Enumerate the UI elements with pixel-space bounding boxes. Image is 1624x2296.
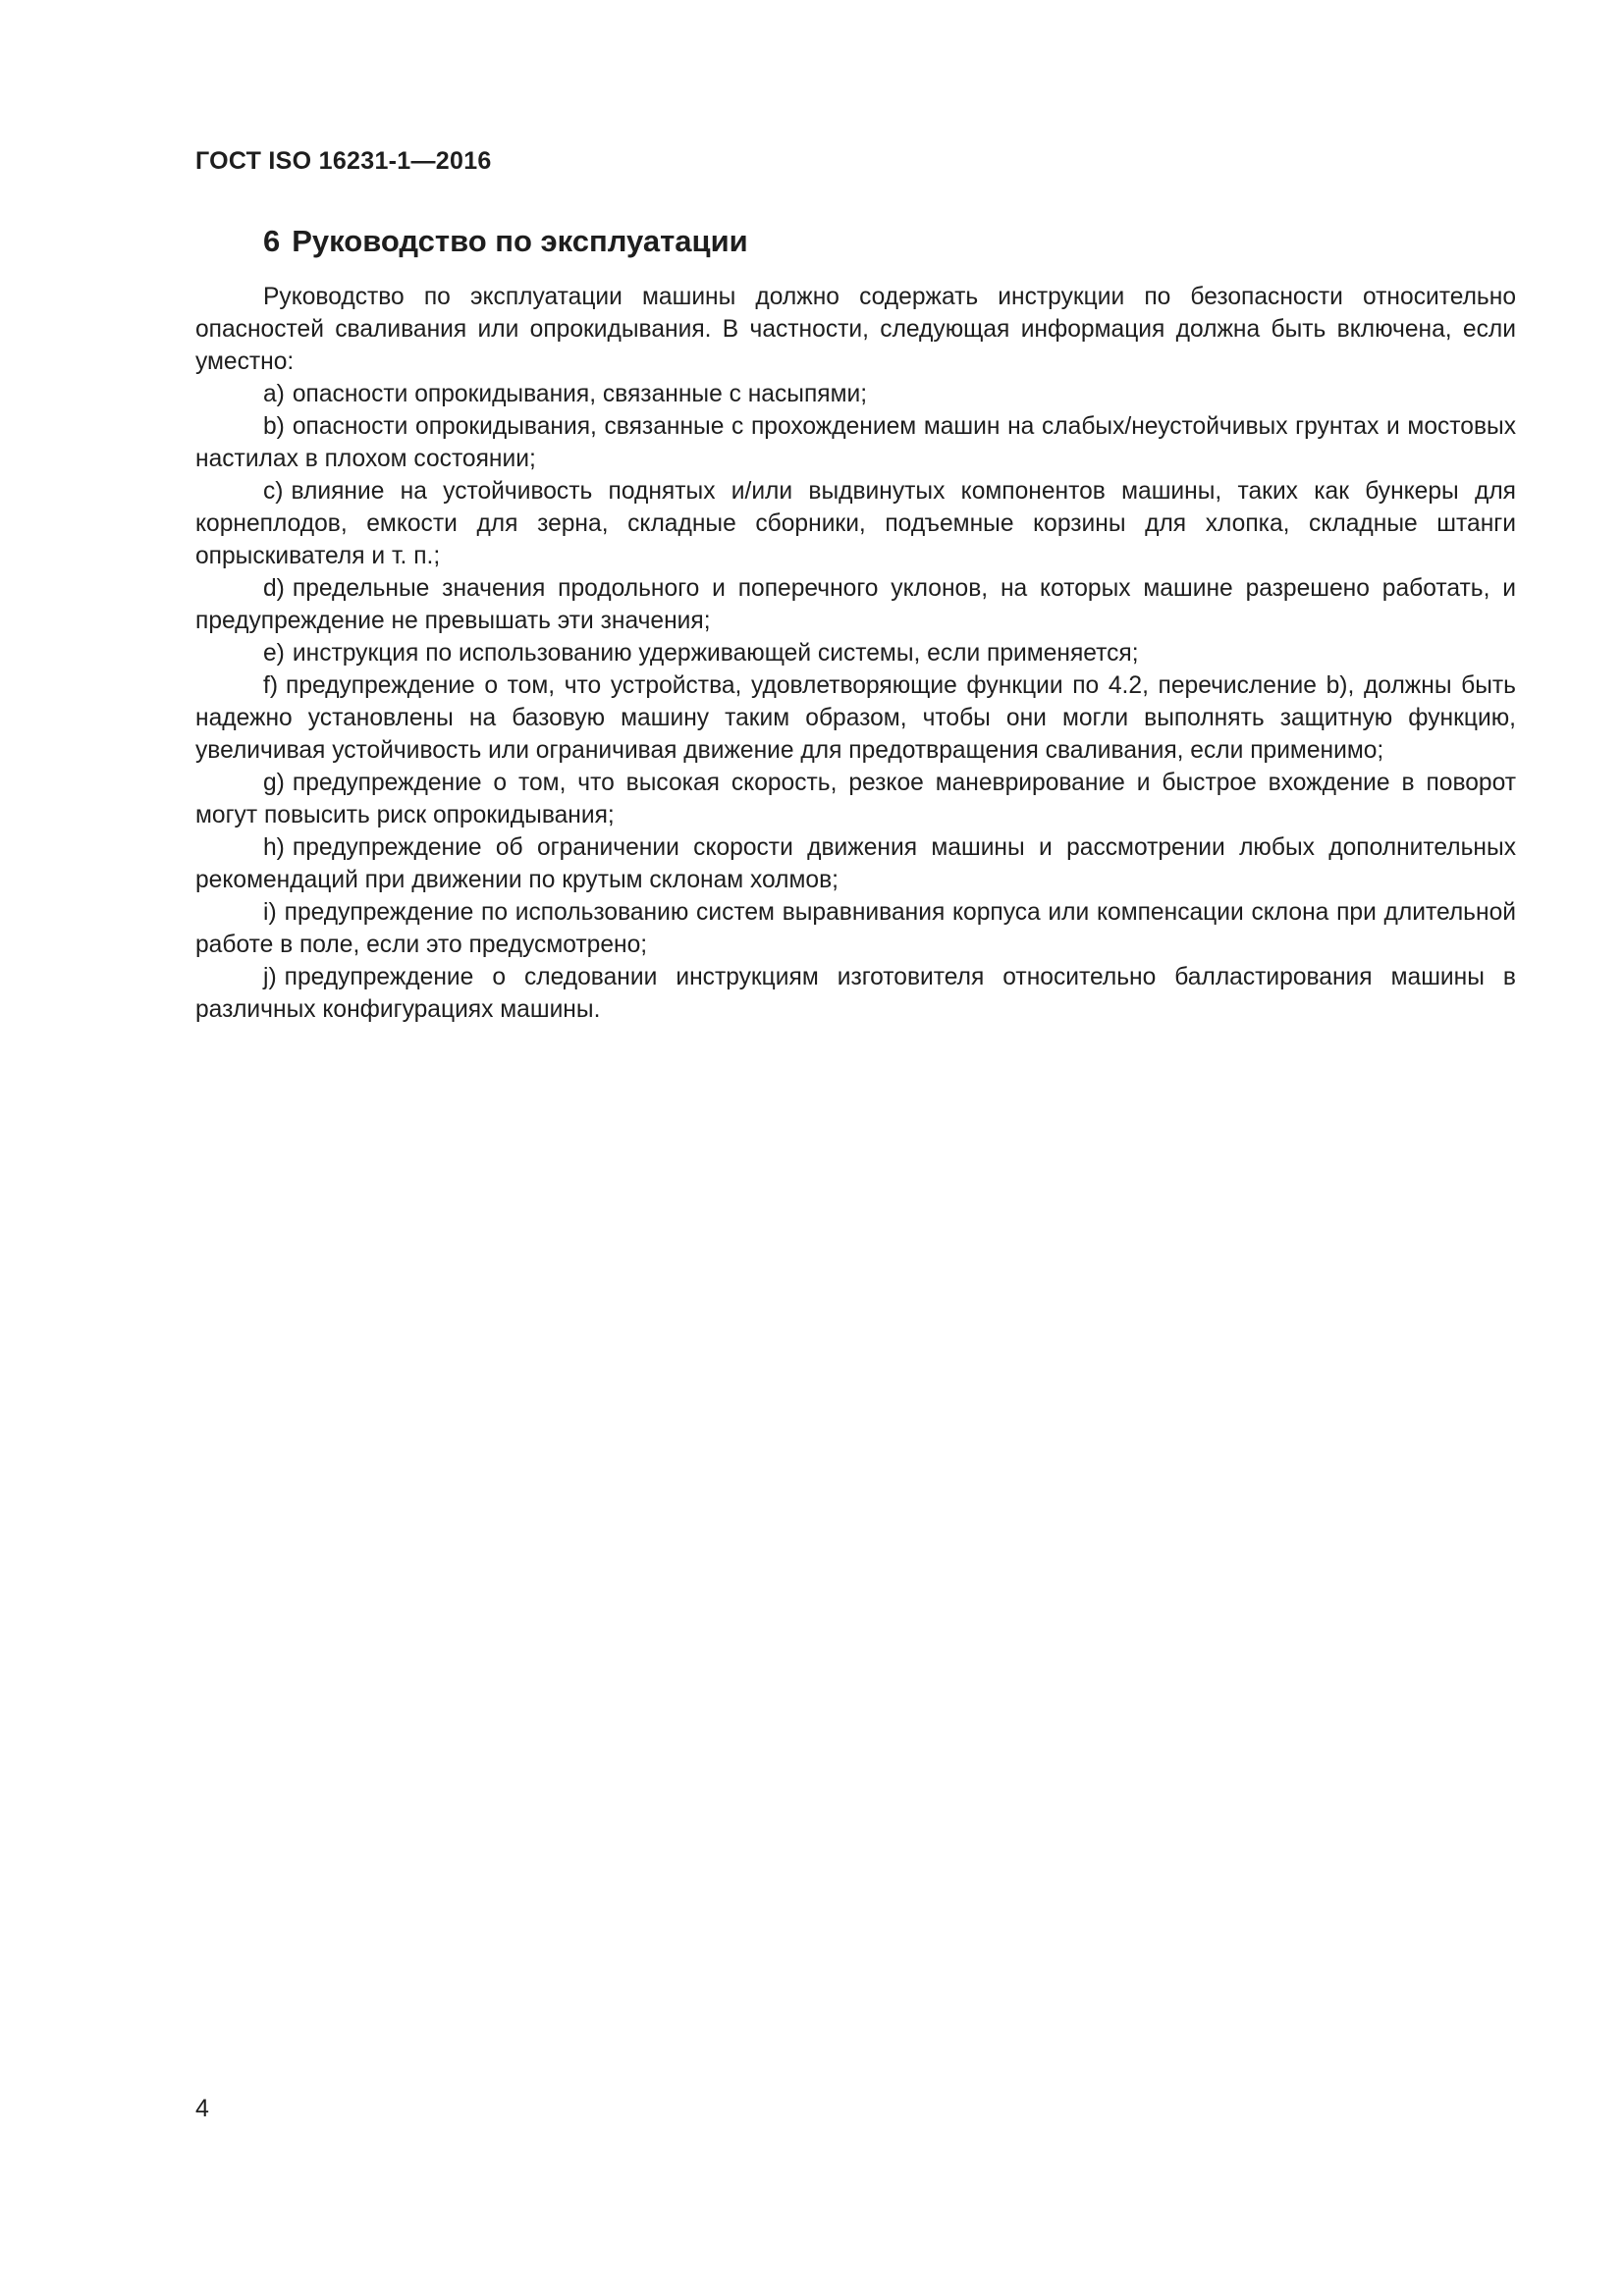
list-item-marker: c) <box>263 478 284 505</box>
list-item-marker: g) <box>263 770 285 796</box>
section-intro-paragraph: Руководство по эксплуатации машины должно содержать инструкции по безопасности относительно опасностей сваливания или опрокидывания. В частности, следующая информация должна быть включена, если уместно: <box>195 284 1516 375</box>
list-item <box>195 669 1516 767</box>
list-item-text: предупреждение о следовании инструкциям изготовителя относительно балластирования машины в различных конфигурациях машины. <box>195 964 1516 1023</box>
list-item <box>195 831 1516 896</box>
list-item-marker: e) <box>263 640 285 667</box>
list-item-marker: j) <box>263 964 277 990</box>
list-item-marker: a) <box>263 381 285 407</box>
document-id-header: ГОСТ ISO 16231-1—2016 <box>195 147 492 175</box>
list-item <box>195 961 1516 1026</box>
list-item <box>195 572 1516 637</box>
page-number: 4 <box>195 2095 209 2122</box>
list-item-text: влияние на устойчивость поднятых и/или выдвинутых компонентов машины, таких как бункеры для корнеплодов, емкости для зерна, складные сборники, подъемные корзины для хлопка, складные штанги опрыскивателя и т. п.; <box>195 478 1516 569</box>
list-item-text: предупреждение о том, что устройства, удовлетворяющие функции по 4.2, перечисление b), должны быть надежно установлены на базовую машину таким образом, чтобы они могли выполнять защитную функцию, увеличивая устойчивость или ограничивая движение для предотвращения сваливания, если применимо; <box>195 672 1516 764</box>
section-title: Руководство по эксплуатации <box>292 224 748 258</box>
list-item <box>195 896 1516 961</box>
list-item-text: предельные значения продольного и поперечного уклонов, на которых машине разрешено работать, и предупреждение не превышать эти значения; <box>195 575 1516 634</box>
list-item-text: предупреждение по использованию систем выравнивания корпуса или компенсации склона при длительной работе в поле, если это предусмотрено; <box>195 899 1516 958</box>
list-item <box>195 767 1516 831</box>
list-item-marker: h) <box>263 834 285 861</box>
list-item-text: опасности опрокидывания, связанные с прохождением машин на слабых/неустойчивых грунтах и мостовых настилах в плохом состоянии; <box>195 413 1516 472</box>
list-item-marker: d) <box>263 575 285 602</box>
list-item-text: опасности опрокидывания, связанные с насыпями; <box>292 381 868 407</box>
list-item-text: предупреждение о том, что высокая скорость, резкое маневрирование и быстрое вхождение в поворот могут повысить риск опрокидывания; <box>195 770 1516 828</box>
section-heading <box>195 222 1516 261</box>
list-item <box>195 410 1516 475</box>
list-item-marker: b) <box>263 413 285 440</box>
list-item-text: предупреждение об ограничении скорости движения машины и рассмотрении любых дополнительных рекомендаций при движении по крутым склонам холмов; <box>195 834 1516 893</box>
section-operating-manual <box>195 222 1516 1026</box>
list-item <box>195 637 1516 669</box>
list-item-marker: f) <box>263 672 279 699</box>
instruction-list <box>195 378 1516 1026</box>
list-item <box>195 475 1516 572</box>
section-number: 6 <box>263 224 281 258</box>
list-item-marker: i) <box>263 899 277 926</box>
list-item-text: инструкция по использованию удерживающей системы, если применяется; <box>292 640 1139 667</box>
list-item <box>195 378 1516 410</box>
